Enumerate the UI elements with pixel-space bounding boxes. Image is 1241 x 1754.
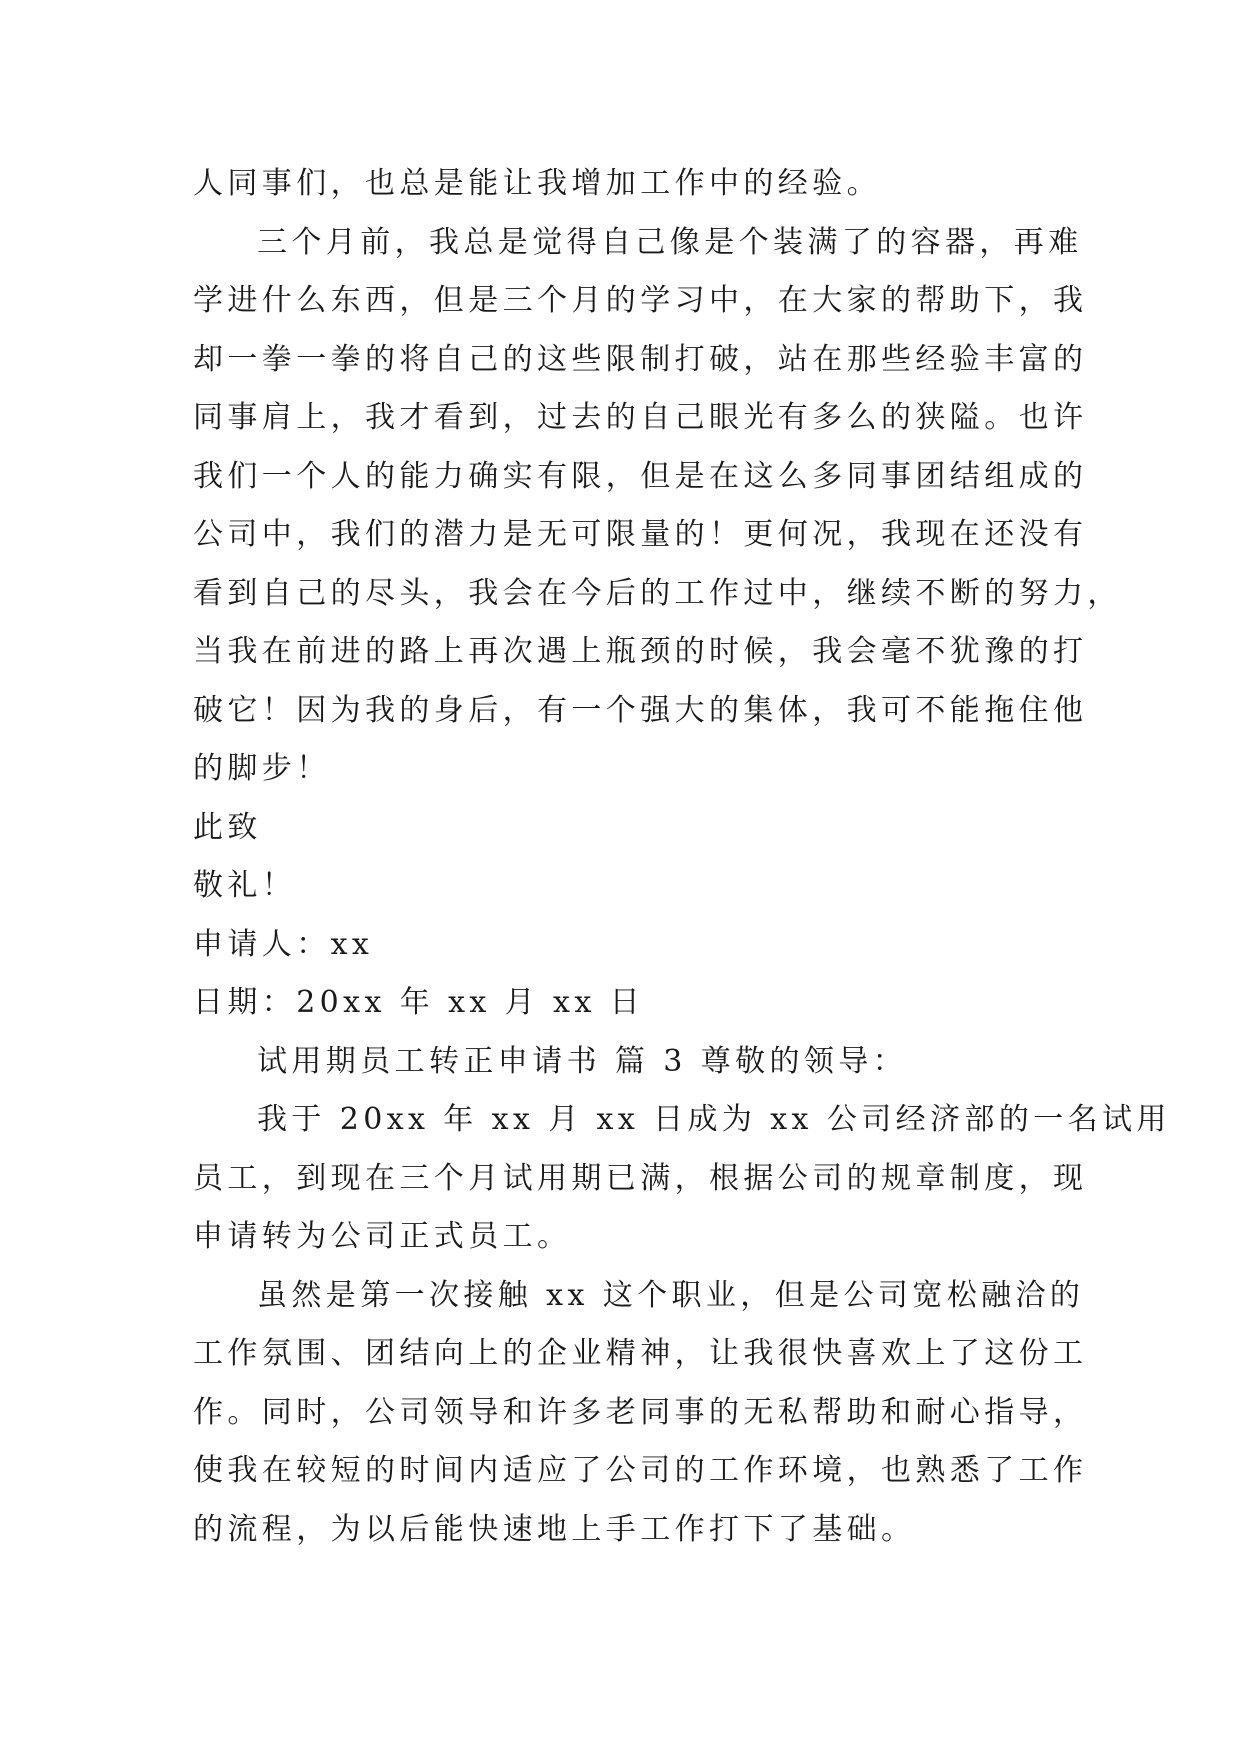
text-line: 看到自己的尽头，我会在今后的工作过中，继续不断的努力，	[193, 575, 1122, 611]
text-line: 破它！因为我的身后，有一个强大的集体，我可不能拖住他	[193, 692, 1088, 728]
text-line: 的脚步！	[193, 751, 331, 786]
text-line: 同事肩上，我才看到，过去的自己眼光有多么的狭隘。也许	[193, 400, 1088, 435]
closing-regards: 敬礼！	[193, 868, 297, 903]
date-line: 日期：20xx 年 xx 月 xx 日	[193, 985, 644, 1020]
text-line: 公司中，我们的潜力是无可限量的！更何况，我现在还没有	[193, 517, 1088, 552]
text-line: 三个月前，我总是觉得自己像是个装满了的容器，再难	[257, 224, 1083, 260]
text-line: 我们一个人的能力确实有限，但是在这么多同事团结组成的	[193, 458, 1088, 494]
closing-salutation: 此致	[193, 809, 262, 845]
text-line: 当我在前进的路上再次遇上瓶颈的时候，我会毫不犹豫的打	[193, 634, 1088, 669]
section-heading: 试用期员工转正申请书 篇 3 尊敬的领导：	[257, 1043, 908, 1079]
text-line: 却一拳一拳的将自己的这些限制打破，站在那些经验丰富的	[193, 341, 1088, 377]
text-line: 虽然是第一次接触 xx 这个职业，但是公司宽松融洽的	[257, 1277, 1085, 1313]
applicant-line: 申请人：xx	[193, 926, 374, 962]
text-line: 我于 20xx 年 xx 月 xx 日成为 xx 公司经济部的一名试用	[257, 1102, 1171, 1137]
text-line: 作。同时，公司领导和许多老同事的无私帮助和耐心指导，	[193, 1394, 1088, 1430]
text-line: 学进什么东西，但是三个月的学习中，在大家的帮助下，我	[193, 283, 1088, 318]
text-line: 申请转为公司正式员工。	[193, 1219, 572, 1254]
text-line: 工作氛围、团结向上的企业精神，让我很快喜欢上了这份工	[193, 1336, 1088, 1371]
text-line: 使我在较短的时间内适应了公司的工作环境，也熟悉了工作	[193, 1453, 1088, 1488]
document-page	[193, 155, 1171, 1559]
text-line: 的流程，为以后能快速地上手工作打下了基础。	[193, 1511, 916, 1547]
text-line: 员工，到现在三个月试用期已满，根据公司的规章制度，现	[193, 1160, 1088, 1196]
text-line: 人同事们，也总是能让我增加工作中的经验。	[193, 166, 881, 201]
